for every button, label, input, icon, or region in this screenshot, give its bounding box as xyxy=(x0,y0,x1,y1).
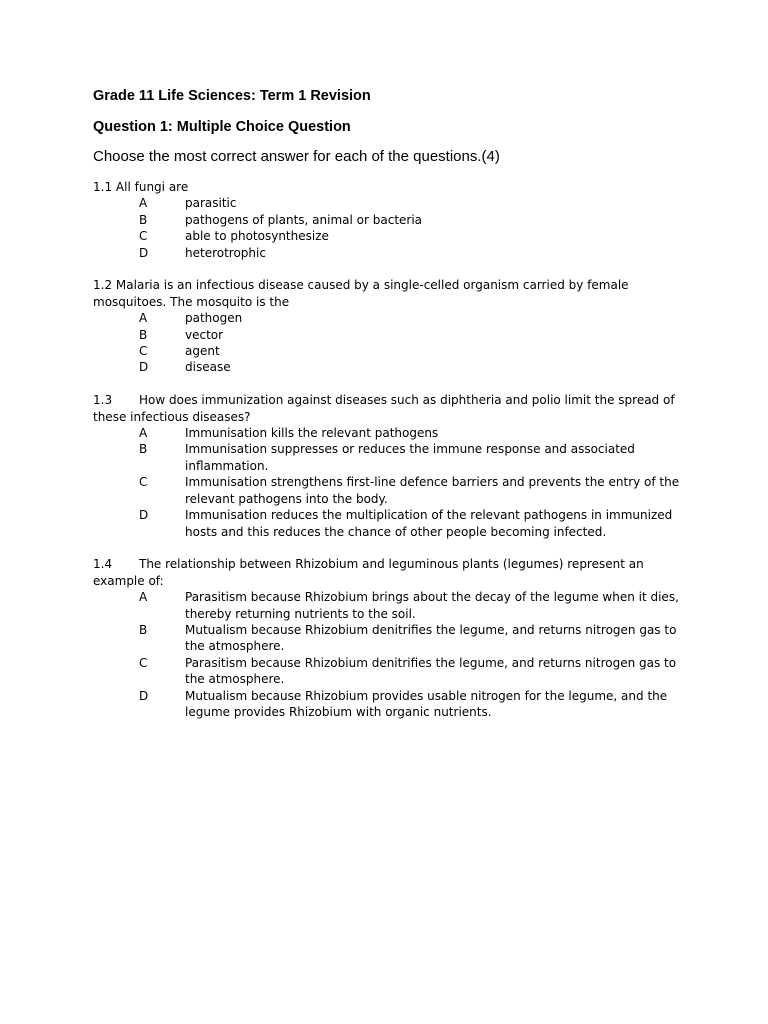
option-b xyxy=(93,327,683,343)
question-text: Malaria is an infectious disease caused by a single-celled organism carried by female mosquitoes. The mosquito is the xyxy=(93,278,629,309)
option-letter: D xyxy=(139,508,149,523)
option-text: vector xyxy=(185,327,224,342)
option-b xyxy=(93,622,683,655)
option-text: Immunisation suppresses or reduces the immune response and associated inflammation. xyxy=(185,442,635,473)
option-text: parasitic xyxy=(185,196,237,211)
question-1-4 xyxy=(93,556,683,720)
option-text: Immunisation reduces the multiplication of the relevant pathogens in immunized hosts and this reduces the chance of other people becoming infected. xyxy=(185,508,673,539)
option-letter: B xyxy=(139,622,148,637)
option-a xyxy=(93,195,683,211)
question-text: All fungi are xyxy=(115,180,189,194)
question-text: The relationship between Rhizobium and leguminous plants (legumes) represent an example of: xyxy=(93,557,644,588)
option-letter: D xyxy=(139,688,149,703)
question-1-1 xyxy=(93,179,683,261)
option-text: able to photosynthesize xyxy=(185,229,329,244)
question-1-3 xyxy=(93,392,683,540)
question-text: How does immunization against diseases such as diphtheria and polio limit the spread of these infectious diseases? xyxy=(93,393,675,424)
option-letter: C xyxy=(139,344,148,359)
option-a xyxy=(93,425,683,441)
option-letter: C xyxy=(139,655,148,670)
option-d xyxy=(93,507,683,540)
question-stem xyxy=(93,277,683,310)
option-letter: A xyxy=(139,311,148,326)
option-text: Immunisation strengthens first-line defence barriers and prevents the entry of the relevant pathogens into the body. xyxy=(185,475,680,506)
option-a xyxy=(93,589,683,622)
option-letter: B xyxy=(139,327,148,342)
option-letter: C xyxy=(139,229,148,244)
question-stem xyxy=(93,392,683,425)
instructions: Choose the most correct answer for each of the questions.(4) xyxy=(93,148,500,165)
option-text: Parasitism because Rhizobium brings about the decay of the legume when it dies, thereby returning nutrients to the soil. xyxy=(185,590,679,621)
option-letter: B xyxy=(139,442,148,457)
question-stem xyxy=(93,556,683,589)
option-letter: A xyxy=(139,196,148,211)
option-text: Immunisation kills the relevant pathogens xyxy=(185,426,439,441)
option-c xyxy=(93,655,683,688)
option-text: Mutualism because Rhizobium denitrifies the legume, and returns nitrogen gas to the atmosphere. xyxy=(185,622,677,654)
option-c xyxy=(93,474,683,507)
option-letter: B xyxy=(139,212,148,227)
option-letter: A xyxy=(139,590,148,605)
option-text: disease xyxy=(185,360,231,375)
option-letter: C xyxy=(139,475,148,490)
option-d xyxy=(93,245,683,261)
document-title: Grade 11 Life Sciences: Term 1 Revision xyxy=(93,88,371,104)
option-text: Parasitism because Rhizobium denitrifies the legume, and returns nitrogen gas to the atmosphere. xyxy=(185,655,677,687)
question-number: 1.4 xyxy=(93,557,113,572)
option-text: agent xyxy=(185,344,220,359)
option-text: Mutualism because Rhizobium provides usable nitrogen for the legume, and the legume provides Rhizobium with organic nutrients. xyxy=(185,688,668,719)
option-a xyxy=(93,310,683,326)
option-c xyxy=(93,343,683,359)
question-number: 1.3 xyxy=(93,393,113,408)
document-page xyxy=(93,86,683,737)
question-stem xyxy=(93,179,683,195)
question-number: 1.1 xyxy=(93,180,113,194)
option-d xyxy=(93,359,683,375)
option-c xyxy=(93,228,683,244)
option-b xyxy=(93,441,683,474)
question-number: 1.2 xyxy=(93,278,113,293)
option-letter: D xyxy=(139,360,149,375)
option-b xyxy=(93,212,683,228)
question-list xyxy=(93,179,683,720)
option-letter: A xyxy=(139,426,148,441)
option-d xyxy=(93,688,683,721)
question-1-2 xyxy=(93,277,683,375)
option-text: heterotrophic xyxy=(185,245,266,260)
section-title: Question 1: Multiple Choice Question xyxy=(93,119,351,135)
option-text: pathogen xyxy=(185,311,243,326)
option-text: pathogens of plants, animal or bacteria xyxy=(185,212,423,227)
option-letter: D xyxy=(139,245,149,260)
